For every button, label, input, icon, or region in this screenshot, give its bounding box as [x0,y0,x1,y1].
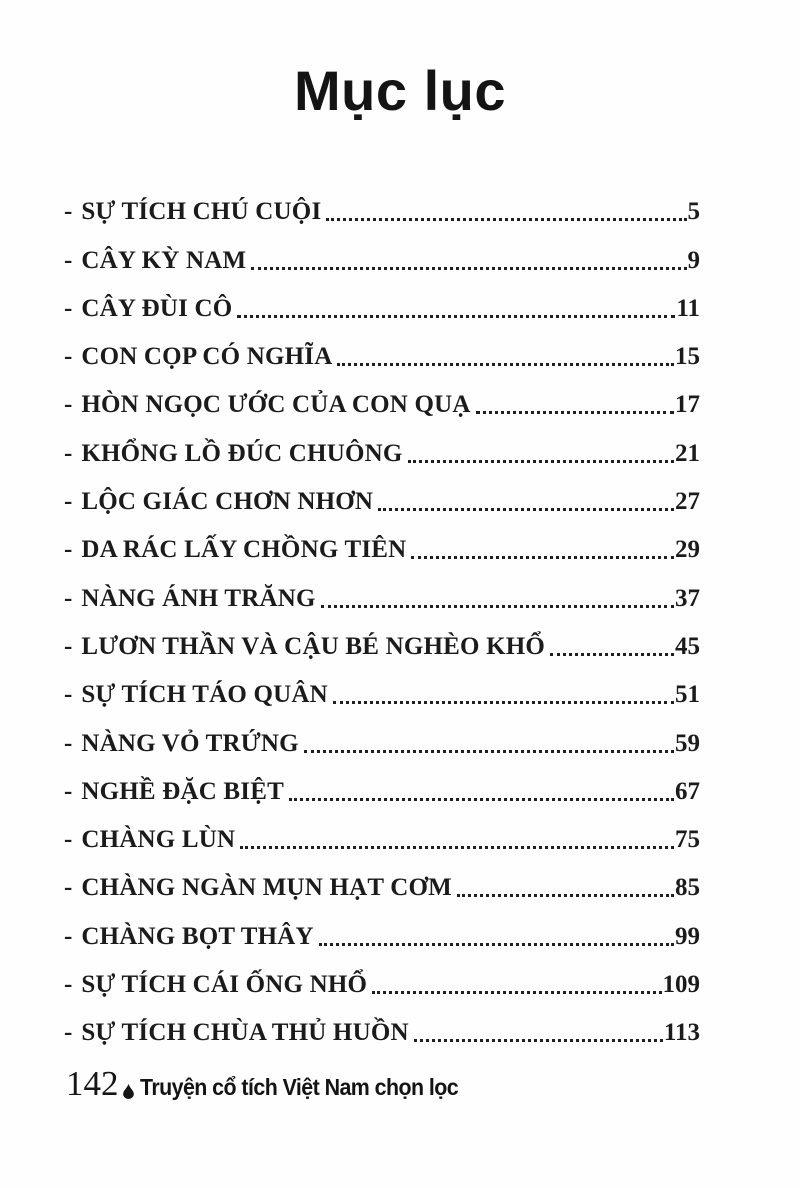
toc-entry-title: SỰ TÍCH TÁO QUÂN [81,681,328,709]
toc-entry [64,1005,700,1053]
toc-entry-page: 75 [675,826,700,854]
toc-entry-page: 99 [675,922,700,950]
toc-entry-title: SỰ TÍCH CÁI ỐNG NHỔ [81,971,368,999]
footer-page-number: 142 [66,1064,119,1103]
toc-entry [64,570,700,618]
toc-entry-title: CHÀNG LÙN [81,826,236,854]
toc-entry-dash: - [64,343,73,371]
toc-dotted-leader [240,846,674,849]
toc-entry [64,329,700,377]
toc-entry-title: NÀNG VỎ TRỨNG [81,729,299,757]
toc-dotted-leader [411,556,674,559]
toc-entry [64,715,700,763]
toc-entry-title: SỰ TÍCH CHÙA THỦ HUỒN [81,1019,409,1047]
toc-entry-page: 11 [676,294,700,322]
toc-entry-page: 27 [675,488,700,516]
toc-dotted-leader [237,315,675,318]
toc-entry-page: 45 [675,632,700,660]
toc-dotted-leader [414,1039,663,1042]
toc-entry-title: DA RÁC LẤY CHỒNG TIÊN [81,536,407,564]
toc-entry [64,619,700,667]
toc-dotted-leader [289,798,674,801]
toc-entry-title: LỘC GIÁC CHƠN NHƠN [81,488,374,516]
droplet-icon [123,1084,134,1099]
toc-entry [64,957,700,1005]
toc-entry [64,764,700,812]
toc-entry-dash: - [64,488,73,516]
toc-entry-page: 51 [675,681,700,709]
toc-entry-dash: - [64,294,73,322]
toc-entry-dash: - [64,1019,73,1047]
toc-entry [64,522,700,570]
toc-dotted-leader [304,750,674,753]
toc-entry [64,860,700,908]
toc-entry-dash: - [64,246,73,274]
footer-book-title: Truyện cổ tích Việt Nam chọn lọc [139,1074,458,1100]
toc-entry [64,908,700,956]
toc-entry-page: 29 [675,536,700,564]
footer [66,1066,482,1102]
toc-entry-page: 5 [687,198,700,226]
toc-entry [64,474,700,522]
toc-entry-dash: - [64,439,73,467]
toc-dotted-leader [372,991,661,994]
toc-entry-page: 85 [675,874,700,902]
toc-entry-page: 113 [663,1019,700,1047]
toc-entry [64,232,700,280]
toc-dotted-leader [319,943,674,946]
toc-dotted-leader [337,363,674,366]
toc-dotted-leader [321,605,674,608]
toc-entry-title: CÂY ĐÙI CÔ [81,294,233,322]
toc-dotted-leader [550,653,674,656]
toc-entry-page: 15 [675,343,700,371]
toc-entry-title: KHỔNG LỒ ĐÚC CHUÔNG [81,439,403,467]
toc-entry-dash: - [64,922,73,950]
toc-dotted-leader [408,460,675,463]
toc-entry-title: NÀNG ÁNH TRĂNG [81,584,316,612]
toc-entry-page: 17 [675,391,700,419]
toc-entry [64,667,700,715]
toc-entry [64,812,700,860]
toc-entry-dash: - [64,777,73,805]
toc-entry-dash: - [64,681,73,709]
toc-entry-page: 67 [675,777,700,805]
toc-entry-dash: - [64,729,73,757]
page-title: Mục lục [294,59,506,122]
toc-entry-page: 9 [687,246,700,274]
toc-entry-dash: - [64,536,73,564]
toc-entry [64,377,700,425]
toc-entry-dash: - [64,632,73,660]
toc-entry-title: NGHỀ ĐẶC BIỆT [81,777,284,805]
toc-entry-title: CHÀNG NGÀN MỤN HẠT CƠM [81,874,452,902]
toc-entry-dash: - [64,826,73,854]
toc-entry-title: CHÀNG BỌT THÂY [81,922,314,950]
toc-entry-page: 109 [662,971,700,999]
toc-list [64,184,700,1053]
toc-entry-dash: - [64,198,73,226]
toc-entry [64,425,700,473]
toc-entry-page: 21 [675,439,700,467]
toc-entry-page: 59 [675,729,700,757]
toc-entry-dash: - [64,971,73,999]
toc-entry-title: SỰ TÍCH CHÚ CUỘI [81,198,322,226]
toc-entry-title: LƯƠN THẦN VÀ CẬU BÉ NGHÈO KHỔ [81,632,546,660]
toc-entry-title: HÒN NGỌC ƯỚC CỦA CON QUẠ [81,391,471,419]
toc-dotted-leader [251,267,686,270]
toc-dotted-leader [476,411,674,414]
toc-entry [64,184,700,232]
toc-entry-dash: - [64,874,73,902]
toc-dotted-leader [326,218,686,221]
toc-entry [64,281,700,329]
toc-entry-title: CÂY KỲ NAM [81,246,247,274]
toc-dotted-leader [457,894,674,897]
toc-dotted-leader [378,508,674,511]
toc-entry-dash: - [64,584,73,612]
toc-entry-title: CON CỌP CÓ NGHĨA [81,343,333,371]
toc-entry-page: 37 [675,584,700,612]
toc-dotted-leader [333,701,674,704]
toc-entry-dash: - [64,391,73,419]
